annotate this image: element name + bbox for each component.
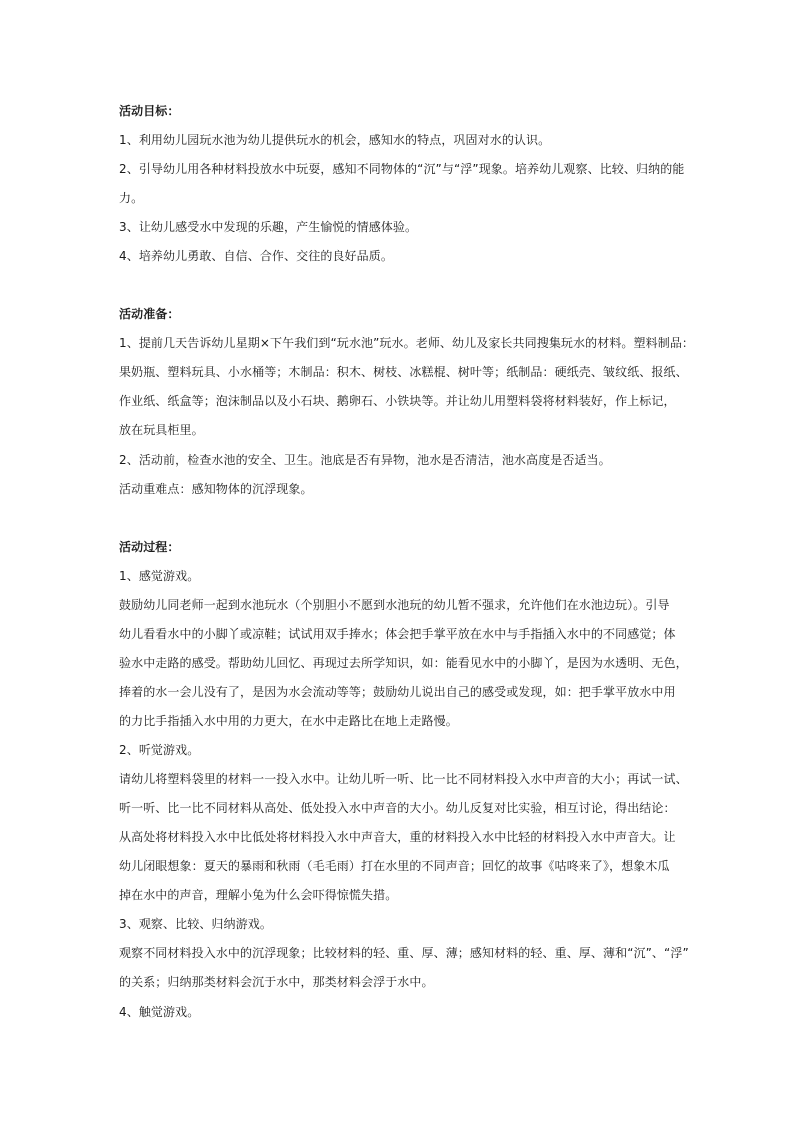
preparation-line-4: 放在玩具柜里。 [119,423,204,437]
preparation-line-3: 作业纸、纸盒等；泡沫制品以及小石块、鹅卵石、小铁块等。并让幼儿用塑料袋将材料装好，作上标记， [119,394,676,408]
process-line: 的力比手指插入水中用的力更大，在水中走路比在地上走路慢。 [119,714,458,728]
process-step-1-title: 1、感觉游戏。 [119,569,200,583]
goals-item-2-continued: 力。 [119,191,144,205]
process-line: 掉在水中的声音，理解小兔为什么会吓得惊慌失措。 [119,888,398,902]
process-line: 请幼儿将塑料袋里的材料一一投入水中。让幼儿听一听、比一比不同材料投入水中声音的大小；再试一试、 [119,772,688,786]
preparation-heading: 活动准备： [119,307,180,321]
process-line: 的关系；归纳那类材料会沉于水中，那类材料会浮于水中。 [119,975,434,989]
preparation-line-1: 1、提前几天告诉幼儿星期×下午我们到“玩水池”玩水。老师、幼儿及家长共同搜集玩水的材料。塑料制品： [119,336,695,350]
goals-heading: 活动目标： [119,104,180,118]
goals-item-3: 3、让幼儿感受水中发现的乐趣，产生愉悦的情感体验。 [119,220,418,234]
process-line: 从高处将材料投入水中比低处将材料投入水中声音大，重的材料投入水中比轻的材料投入水中声音大。让 [119,830,676,844]
process-line: 听一听、比一比不同材料从高处、低处投入水中声音的大小。幼儿反复对比实验，相互讨论，得出结论： [119,801,676,815]
preparation-line-2: 果奶瓶、塑料玩具、小水桶等；木制品：积木、树枝、冰糕棍、树叶等；纸制品：硬纸壳、皱纹纸、报纸、 [119,365,688,379]
process-line: 幼儿闭眼想象：夏天的暴雨和秋雨（毛毛雨）打在水里的不同声音；回忆的故事《咕咚来了》，想象木瓜 [119,859,670,873]
process-step-2-title: 2、听觉游戏。 [119,743,200,757]
process-line: 幼儿看看水中的小脚丫或凉鞋；试试用双手捧水；体会把手掌平放在水中与手指插入水中的不同感觉；体 [119,627,676,641]
goals-item-4: 4、培养幼儿勇敢、自信、合作、交往的良好品质。 [119,249,393,263]
preparation-key-point: 活动重难点：感知物体的沉浮现象。 [119,482,313,496]
process-line: 捧着的水一会儿没有了，是因为水会流动等等；鼓励幼儿说出自己的感受或发现，如：把手掌平放水中用 [119,685,676,699]
process-step-4-title: 4、触觉游戏。 [119,1005,200,1019]
preparation-line-5: 2、活动前，检查水池的安全、卫生。池底是否有异物，池水是否清洁，池水高度是否适当。 [119,453,611,467]
goals-item-2: 2、引导幼儿用各种材料投放水中玩耍，感知不同物体的“沉”与“浮”现象。培养幼儿观察、比较、归纳的能 [119,162,685,176]
process-line: 观察不同材料投入水中的沉浮现象；比较材料的轻、重、厚、薄；感知材料的轻、重、厚、薄和“沉”、“浮” [119,946,689,960]
process-line: 鼓励幼儿同老师一起到水池玩水（个别胆小不愿到水池玩的幼儿暂不强求，允许他们在水池边玩）。引导 [119,598,670,612]
process-heading: 活动过程： [119,540,180,554]
goals-item-1: 1、利用幼儿园玩水池为幼儿提供玩水的机会，感知水的特点，巩固对水的认识。 [119,133,551,147]
process-step-3-title: 3、观察、比较、归纳游戏。 [119,917,272,931]
process-line: 验水中走路的感受。帮助幼儿回忆、再现过去所学知识，如：能看见水中的小脚丫，是因为水透明、无色， [119,656,688,670]
